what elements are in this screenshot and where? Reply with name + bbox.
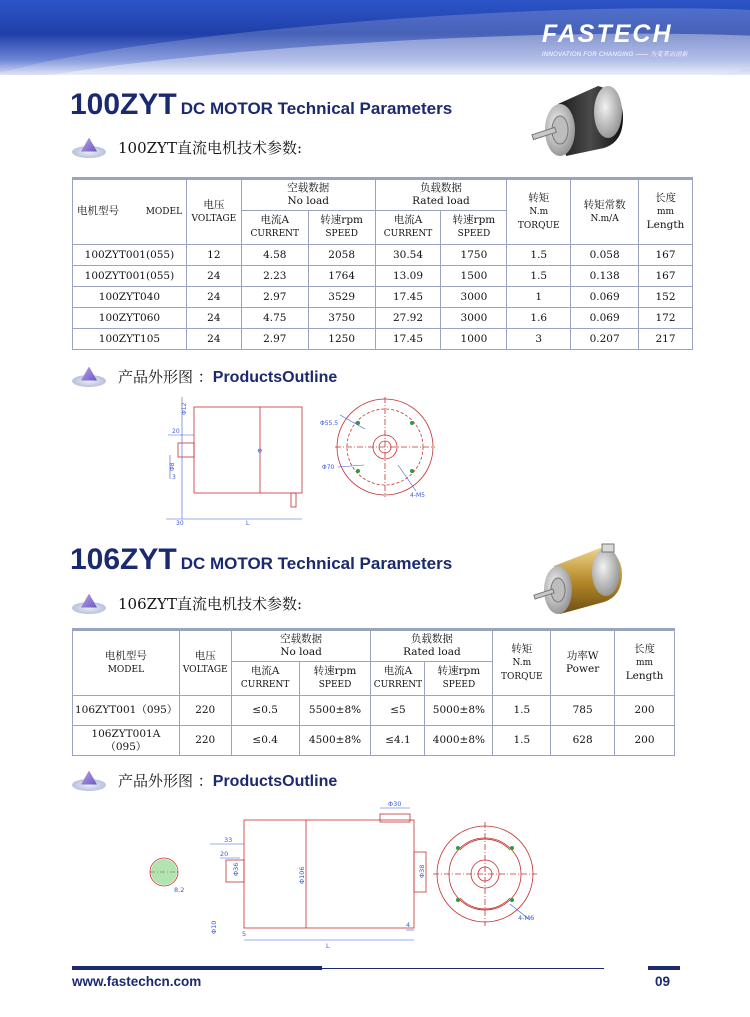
header-model-cn: 电机型号 <box>104 649 147 662</box>
header-speed-en: SPEED <box>442 680 476 690</box>
dim-m6-label: 4-M6 <box>518 914 535 922</box>
dim-phi12-label: Φ12 <box>181 402 188 415</box>
header-speed-cn: 转速rpm <box>437 665 481 677</box>
cell-torque: 1.5 <box>493 726 551 756</box>
header-voltage <box>186 180 241 245</box>
cell-length: 200 <box>615 726 675 756</box>
header-power-cn: 功率W <box>566 650 599 662</box>
brand-logo <box>542 20 688 58</box>
cell-model: 100ZYT105 <box>73 329 187 350</box>
table-row <box>73 329 693 350</box>
header-current-en: CURRENT <box>250 229 300 239</box>
cell-rated-current: 27.92 <box>375 308 441 329</box>
header-model-en: MODEL <box>107 664 145 675</box>
header-noload-cn: 空载数据 <box>280 633 323 645</box>
dim-l-label: L <box>326 942 330 950</box>
dim-phi55-label: Φ55.5 <box>320 420 339 427</box>
bullet-icon <box>72 367 106 387</box>
section-title-106zyt <box>70 543 452 577</box>
header-length <box>639 180 693 245</box>
cell-noload-current: 4.58 <box>241 245 308 266</box>
cell-rated-speed: 1750 <box>441 245 507 266</box>
footer-rule-page <box>648 966 680 970</box>
header-torque-cn: 转矩 <box>511 642 533 655</box>
outline-cn: 产品外形图 ： <box>118 772 213 790</box>
dim-20-label: 20 <box>220 850 229 858</box>
header-rated-speed <box>441 211 507 245</box>
cell-noload-speed: 4500±8% <box>299 726 371 756</box>
cell-rated-speed: 4000±8% <box>425 726 493 756</box>
cell-noload-speed: 3750 <box>308 308 375 329</box>
subtitle-text: 100ZYT直流电机技术参数: <box>118 139 303 157</box>
cell-voltage: 220 <box>179 726 231 756</box>
cell-length: 167 <box>639 266 693 287</box>
cell-noload-speed: 1764 <box>308 266 375 287</box>
cell-model <box>73 726 180 756</box>
header-current-cn: 电流A <box>383 665 413 677</box>
outline-en: ProductsOutline <box>212 773 338 790</box>
header-noload <box>241 180 375 211</box>
motor-photo-100zyt <box>528 82 628 160</box>
header-noload-speed <box>308 211 375 245</box>
dim-phi36-label: Φ36 <box>232 862 240 876</box>
header-model-cn: 电机型号 <box>77 205 119 217</box>
table-row <box>73 696 675 726</box>
table-row <box>73 287 693 308</box>
cell-length: 200 <box>615 696 675 726</box>
dim-20-label: 20 <box>172 428 180 435</box>
bullet-icon <box>72 138 106 158</box>
logo-tagline: INNOVATION FOR CHANGING —— 为变革而创新 <box>541 52 688 58</box>
header-length-cn: 长度 <box>655 192 676 204</box>
bullet-icon <box>72 771 106 791</box>
header-length <box>615 631 675 696</box>
header-noload-en: No load <box>280 646 322 658</box>
cell-model: 100ZYT001(055) <box>73 245 187 266</box>
header-rated-cn: 负载数据 <box>419 182 462 194</box>
logo-text: FASTECH <box>541 20 673 48</box>
cell-noload-current: ≤0.4 <box>231 726 299 756</box>
cell-rated-speed: 3000 <box>441 287 507 308</box>
cell-rated-current: 13.09 <box>375 266 441 287</box>
cell-rated-speed: 3000 <box>441 308 507 329</box>
header-rated-current <box>371 662 425 696</box>
cell-model-line1: 106ZYT001A <box>91 727 161 740</box>
outline-heading <box>118 770 337 791</box>
dim-5-label: 5 <box>242 930 247 938</box>
cell-torque: 1.5 <box>493 696 551 726</box>
dim-phi100-label: Φ <box>257 448 264 453</box>
header-model <box>73 180 187 245</box>
dim-phi8-label: Φ8 <box>169 462 176 471</box>
header-tconst-unit: N.m/A <box>590 213 619 224</box>
cell-torque: 1.6 <box>507 308 571 329</box>
cell-torque-const: 0.069 <box>571 308 639 329</box>
cell-length: 172 <box>639 308 693 329</box>
subtitle-row <box>72 137 302 158</box>
header-speed-en: SPEED <box>457 229 491 239</box>
header-current-en: CURRENT <box>240 680 290 690</box>
cell-torque: 1.5 <box>507 266 571 287</box>
cell-torque-const: 0.207 <box>571 329 639 350</box>
spec-table-106zyt <box>72 630 675 756</box>
cell-noload-speed: 2058 <box>308 245 375 266</box>
cell-noload-current: 4.75 <box>241 308 308 329</box>
header-tconst-cn: 转矩常数 <box>583 198 626 211</box>
cell-length: 217 <box>639 329 693 350</box>
header-torque-const <box>571 180 639 245</box>
header-torque-unit: N.m <box>512 657 532 668</box>
model-name: 100ZYT <box>70 88 177 121</box>
dim-phi10-label: Φ10 <box>210 920 218 934</box>
dim-3-label: 3 <box>172 474 176 481</box>
outline-heading <box>118 366 337 387</box>
dim-phi106-label: Φ106 <box>298 866 306 884</box>
header-current-en: CURRENT <box>383 229 433 239</box>
cell-noload-current: 2.23 <box>241 266 308 287</box>
table-row <box>73 245 693 266</box>
dim-phi30-label: Φ30 <box>388 800 402 808</box>
header-length-en: Length <box>625 670 664 682</box>
header-torque-cn: 转矩 <box>528 191 550 204</box>
header-speed-cn: 转速rpm <box>313 665 357 677</box>
header-model <box>73 631 180 696</box>
header-length-unit: mm <box>656 207 675 217</box>
header-rated <box>371 631 493 662</box>
cell-rated-current: 30.54 <box>375 245 441 266</box>
outline-drawing-106zyt <box>140 800 550 950</box>
cell-voltage: 24 <box>186 308 241 329</box>
dim-30-label: 30 <box>176 520 184 527</box>
header-rated-en: Rated load <box>403 646 461 658</box>
table-row <box>73 266 693 287</box>
title-text: DC MOTOR Technical Parameters <box>180 99 453 118</box>
header-torque <box>507 180 571 245</box>
header-noload-speed <box>299 662 371 696</box>
header-voltage-en: VOLTAGE <box>191 213 237 224</box>
cell-rated-speed: 1000 <box>441 329 507 350</box>
header-length-en: Length <box>646 219 685 231</box>
header-rated-cn: 负载数据 <box>410 633 453 645</box>
header-speed-en: SPEED <box>318 680 352 690</box>
subtitle-text: 106ZYT直流电机技术参数: <box>118 595 303 613</box>
dim-8-label: 8.2 <box>174 886 185 894</box>
header-noload-cn: 空载数据 <box>287 182 330 194</box>
outline-row <box>72 770 337 791</box>
cell-noload-speed: 1250 <box>308 329 375 350</box>
header-noload-current <box>241 211 308 245</box>
table-row <box>73 726 675 756</box>
header-torque-unit: N.m <box>529 206 549 217</box>
dim-m5-label: 4-M5 <box>410 492 425 499</box>
header-speed-cn: 转速rpm <box>452 214 496 226</box>
header-torque-en: TORQUE <box>500 671 543 682</box>
cell-torque: 1 <box>507 287 571 308</box>
header-current-cn: 电流A <box>260 214 290 226</box>
spec-table-100zyt <box>72 179 693 350</box>
cell-torque-const: 0.058 <box>571 245 639 266</box>
page-number: 09 <box>655 974 671 989</box>
cell-model: 100ZYT040 <box>73 287 187 308</box>
cell-torque: 3 <box>507 329 571 350</box>
header-length-cn: 长度 <box>634 643 656 655</box>
header-noload-en: No load <box>287 195 329 207</box>
header-voltage <box>179 631 231 696</box>
cell-power: 785 <box>551 696 615 726</box>
cell-length: 152 <box>639 287 693 308</box>
header-current-en: CURRENT <box>373 680 423 690</box>
header-model-en: MODEL <box>145 207 183 217</box>
cell-voltage: 220 <box>179 696 231 726</box>
outline-en: ProductsOutline <box>212 369 338 386</box>
cell-rated-speed: 5000±8% <box>425 696 493 726</box>
header-torque <box>493 631 551 696</box>
outline-cn: 产品外形图 ： <box>118 368 213 386</box>
cell-model: 106ZYT001（095） <box>73 696 180 726</box>
cell-noload-speed: 3529 <box>308 287 375 308</box>
cell-voltage: 12 <box>186 245 241 266</box>
cell-voltage: 24 <box>186 329 241 350</box>
cell-model: 100ZYT001(055) <box>73 266 187 287</box>
website-link[interactable]: www.fastechcn.com <box>72 974 202 989</box>
header-rated-current <box>375 211 441 245</box>
header-noload <box>231 631 371 662</box>
header-speed-en: SPEED <box>325 229 358 239</box>
cell-length: 167 <box>639 245 693 266</box>
dim-4-label: 4 <box>406 921 411 929</box>
bullet-icon <box>72 594 106 614</box>
outline-drawing-100zyt <box>160 395 450 527</box>
subtitle-row <box>72 593 302 614</box>
header-noload-current <box>231 662 299 696</box>
table-row <box>73 308 693 329</box>
motor-photo-106zyt <box>530 540 630 618</box>
cell-torque-const: 0.069 <box>571 287 639 308</box>
cell-voltage: 24 <box>186 266 241 287</box>
cell-rated-current: ≤4.1 <box>371 726 425 756</box>
dim-l-label: L <box>246 520 250 527</box>
dim-phi70-label: Φ70 <box>322 464 335 471</box>
cell-model: 100ZYT060 <box>73 308 187 329</box>
header-rated <box>375 180 507 211</box>
footer-rule-thin <box>322 968 604 969</box>
header-current-cn: 电流A <box>250 665 280 677</box>
cell-rated-speed: 1500 <box>441 266 507 287</box>
cell-noload-current: 2.97 <box>241 287 308 308</box>
header-voltage-en: VOLTAGE <box>182 664 228 675</box>
cell-power: 628 <box>551 726 615 756</box>
header-power-en: Power <box>566 663 600 675</box>
dim-phi38-label: Φ38 <box>418 864 426 878</box>
cell-model-line2: （095） <box>105 740 147 753</box>
header-power <box>551 631 615 696</box>
header-rated-speed <box>425 662 493 696</box>
header-length-unit: mm <box>635 658 654 668</box>
cell-torque-const: 0.138 <box>571 266 639 287</box>
header-voltage-cn: 电压 <box>194 649 216 662</box>
cell-voltage: 24 <box>186 287 241 308</box>
header-torque-en: TORQUE <box>517 220 560 231</box>
cell-torque: 1.5 <box>507 245 571 266</box>
footer-rule <box>72 966 322 970</box>
cell-rated-current: 17.45 <box>375 329 441 350</box>
header-banner <box>0 0 750 75</box>
cell-rated-current: ≤5 <box>371 696 425 726</box>
dim-33-label: 33 <box>224 836 233 844</box>
title-text: DC MOTOR Technical Parameters <box>180 554 453 573</box>
cell-noload-speed: 5500±8% <box>299 696 371 726</box>
header-speed-cn: 转速rpm <box>320 214 363 226</box>
header-rated-en: Rated load <box>412 195 470 207</box>
cell-rated-current: 17.45 <box>375 287 441 308</box>
outline-row <box>72 366 337 387</box>
cell-noload-current: ≤0.5 <box>231 696 299 726</box>
header-voltage-cn: 电压 <box>203 198 225 211</box>
model-name: 106ZYT <box>70 543 177 576</box>
cell-noload-current: 2.97 <box>241 329 308 350</box>
section-title-100zyt <box>70 88 452 122</box>
header-current-cn: 电流A <box>393 214 423 226</box>
